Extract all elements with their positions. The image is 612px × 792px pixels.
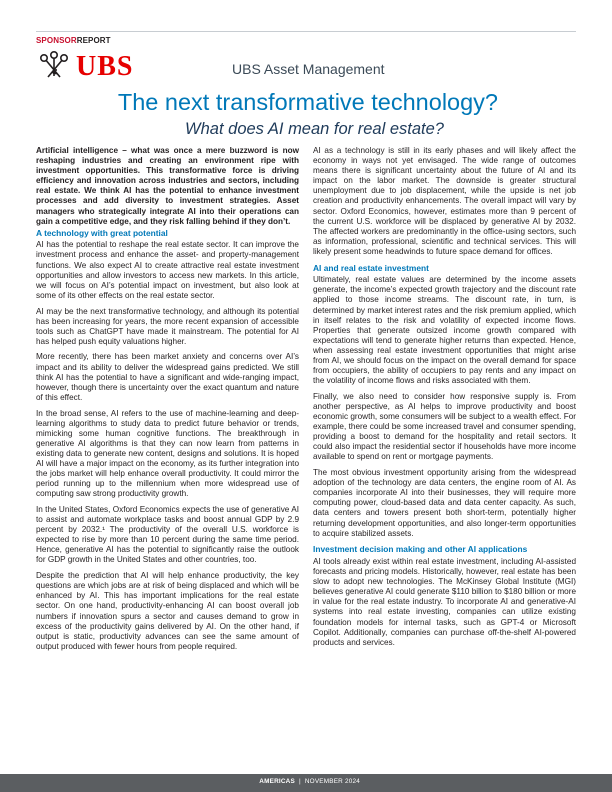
body-paragraph: Despite the prediction that AI will help enhance productivity, the key questions are which jobs are at risk of being displaced and which will be enhanced by AI. This has important implications for the real estate sector. On one hand, productivity-enhancing AI can boost overall job numbers if innovation spurs a sector and causes demand to grow in excess of the productivity gains delivered by AI. On the other hand, if output is static, productivity advances can see the same amount of output produced with fewer hours from people required. xyxy=(36,571,299,651)
section-heading: AI and real estate investment xyxy=(313,262,429,273)
footer-date: NOVEMBER 2024 xyxy=(304,778,360,785)
footer-separator: | xyxy=(298,778,301,785)
article-subtitle: What does AI mean for real estate? xyxy=(185,120,444,138)
body-paragraph: AI may be the next transformative technology, and although its potential has been increasing for years, the more recent expansion of accessible tools such as ChatGPT have made it mainstream. The potential for AI has helped push equity valuations higher. xyxy=(36,306,299,346)
footer-region: AMERICAS xyxy=(259,778,295,785)
sponsor-label-part1: SPONSOR xyxy=(36,36,77,45)
ubs-logo xyxy=(36,50,146,82)
body-paragraph: In the United States, Oxford Economics expects the use of generative AI to assist and automate workplace tasks and boost annual GDP by 2.9 percent by 2032.¹ The productivity of the overall U.S. workforce is expected to rise by more than 10 percent during the same time period. Hence, generative AI has the potential to significantly raise the outlook for GDP growth in the United States and other countries, too. xyxy=(36,504,299,565)
footer-bar xyxy=(0,774,612,792)
article-title: The next transformative technology? xyxy=(117,89,498,115)
division-name: UBS Asset Management xyxy=(232,61,385,77)
sponsor-label-part2: REPORT xyxy=(76,36,111,45)
right-column xyxy=(313,146,576,653)
body-paragraph: AI tools already exist within real estate investment, including AI-assisted forecasts and pricing models. Historically, however, real estate has been slow to adopt new technologies. The McKinsey Global Institute (MGI) believes generative AI could generate $110 billion to $180 billion or more in value for the real estate industry. To incorporate AI and generative-AI systems into real estate investing, companies can utilize existing foundation models for internal tasks, such as GPT-4 or Microsoft Copilot. Additionally, companies can purchase off-the-shelf AI-powered products and services. xyxy=(313,556,576,647)
body-paragraph: Ultimately, real estate values are determined by the income assets generate, the income’s expected growth trajectory and the discount rate applied to those income streams. The discount rate, in turn, is determined by market interest rates and the risk premium applied, which in itself relates to the risk and volatility of expected income flows. Properties that generate outsized income growth compared with expectations will tend to generate higher returns than expected. Hence, when assessing real estate investment opportunities that might arise from AI, we should focus on the impact on the overall demand for space from occupiers, the ability of occupiers to pay rents and any impact on the volatility of income flows and risks associated with them. xyxy=(313,275,576,386)
ubs-keys-icon xyxy=(36,50,72,82)
lead-paragraph: Artificial intelligence – what was once a mere buzzword is now reshaping industries and creating an environment ripe with investment opportunities. This transformative force is driving efficiency and innovation across industries and sectors, including real estate. We think AI has the potential to enhance investment processes and add diversity to investment strategies. Asset managers who strategically integrate AI into their operations can gain a competitive edge, and they risk falling behind if they don’t. xyxy=(36,146,299,226)
body-paragraph: AI has the potential to reshape the real estate sector. It can improve the investment process and enhance the asset- and property-management functions. We also expect AI to create attractive real estate investment opportunities and allow investors to access new markets. In this article, we will focus on AI’s potential impact on investment, but also look at some of its other effects on the real estate sector. xyxy=(36,240,299,300)
ubs-wordmark: UBS xyxy=(76,51,134,82)
footer-text xyxy=(259,778,360,785)
body-paragraph: The most obvious investment opportunity arising from the widespread adoption of the technology are data centers, the engine room of AI. As companies incorporate AI into their businesses, they will require more computing power, cloud-based data and data center capacity. As such, data centers and towers present both short-term, potentially higher returning development opportunities, and also longer-term opportunities to acquire stabilized assets. xyxy=(313,468,576,538)
body-paragraph: Finally, we also need to consider how responsive supply is. From another perspective, as AI helps to improve productivity and boost economic growth, some consumers will be subject to a wealth effect. For example, there could be some increased travel and consumer spending, providing a boost to demand for the hospitality and retail sectors. It could also impact the residential sector if households have more income available to spend on rent or mortgage payments. xyxy=(313,391,576,462)
section-heading: A technology with great potential xyxy=(36,227,168,238)
body-paragraph: In the broad sense, AI refers to the use of machine-learning and deep-learning algorithms to study data to predict future behavior or trends, mimicking some human cognitive functions. The breakthrough in generative AI algorithms is that they can now learn from patterns in existing data to generate new content, designs and solutions. It is hoped AI will have a major impact on the economy, as its further integration into the jobs market will help enhance overall productivity. It could mirror the period running up to the millennium when more widespread use of computing saw strong productivity growth. xyxy=(36,408,299,499)
section-heading: Investment decision making and other AI applications xyxy=(313,544,528,555)
body-paragraph: More recently, there has been market anxiety and concerns over AI’s impact and its ability to deliver the widespread gains predicted. We still think AI has the potential to have a significant and wide-ranging impact, however, though there is uncertainty over the exact quantum and nature of this effect. xyxy=(36,352,299,402)
body-paragraph: AI as a technology is still in its early phases and will likely affect the economy in ways not yet envisaged. The wide range of outcomes means there is significant uncertainty about the future of AI and its impact on the labor market. The downside is greater structural unemployment due to job displacement, while the upside is net job creation and productivity enhancements. The overall impact will vary by sector. Oxford Economics, however, estimates more than 9 percent of the current U.S. workforce will be displaced by generative AI by 2032. The affected workers are predominantly in the office-using sectors, such as information, professional, scientific and technical services. This will likely present some headwinds to future space demand for offices. xyxy=(313,146,576,256)
top-rule xyxy=(36,31,576,32)
left-column xyxy=(36,146,299,657)
sponsor-report-label xyxy=(36,36,111,45)
